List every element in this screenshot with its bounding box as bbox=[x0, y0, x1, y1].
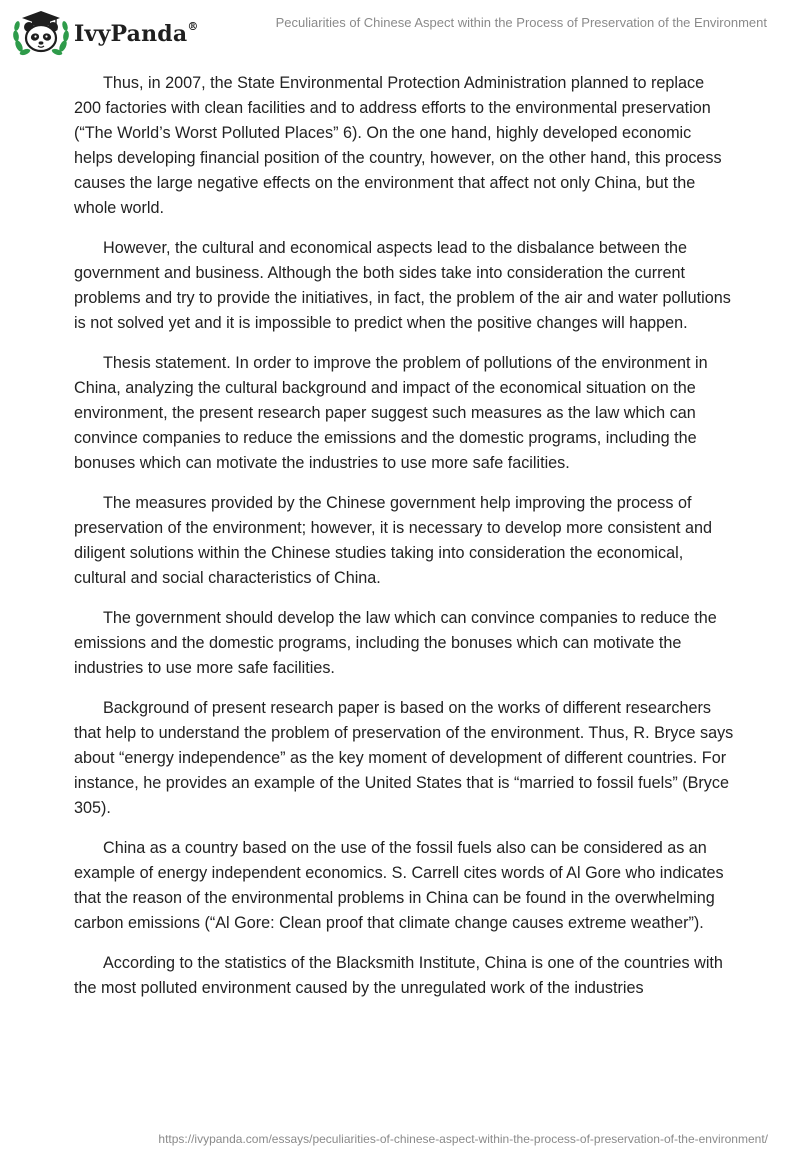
paragraph: China as a country based on the use of the fossil fuels also can be considered as an example of energy independent economics. S. Carrell cites words of Al Gore who indicates that the reason of the environmental problems in China can be found in the overwhelming carbon emissions (“Al Gore: Clean proof that climate change causes extreme weather”). bbox=[74, 839, 724, 932]
paragraph: Thus, in 2007, the State Environmental Protection Administration planned to replace 200 factories with clean facilities and to address efforts to the environmental preservation (“The World’s Worst Polluted Places” 6). On the one hand, highly developed economic helps developing financial position of the country, however, on the other hand, this process causes the large negative effects on the environment that affect not only China, but the whole world. bbox=[74, 74, 722, 217]
brand-name bbox=[74, 21, 199, 47]
essay-body bbox=[74, 71, 734, 1016]
ivypanda-logo[interactable] bbox=[10, 6, 199, 58]
paragraph: The measures provided by the Chinese government help improving the process of preservation of the environment; however, it is necessary to develop more consistent and diligent solutions within the Chinese studies taking into consideration the economical, cultural and social characteristics of China. bbox=[74, 494, 712, 587]
running-title: Peculiarities of Chinese Aspect within the Process of Preservation of the Environment bbox=[275, 15, 767, 30]
paragraph: Background of present research paper is based on the works of different researchers that help to understand the problem of preservation of the environment. Thus, R. Bryce says about “energy independence” as the key moment of development of different countries. For instance, he provides an example of the United States that is “married to fossil fuels” (Bryce 305). bbox=[74, 699, 734, 817]
source-url[interactable]: https://ivypanda.com/essays/peculiarities-of-chinese-aspect-within-the-process-of-preservation-of-the-environment/ bbox=[158, 1132, 768, 1146]
paragraph: The government should develop the law which can convince companies to reduce the emissions and the domestic programs, including the bonuses which can motivate the industries to use more safe facilities. bbox=[74, 609, 717, 677]
page-header bbox=[0, 0, 800, 60]
registered-mark: ® bbox=[187, 19, 199, 33]
brand-name-text: IvyPanda bbox=[74, 21, 188, 47]
paragraph: Thesis statement. In order to improve the problem of pollutions of the environment in China, analyzing the cultural background and impact of the economical situation on the environment, the present research paper suggest such measures as the law which can convince companies to reduce the emissions and the domestic programs, including the bonuses which can motivate the industries to use more safe facilities. bbox=[74, 354, 708, 472]
paragraph: According to the statistics of the Blacksmith Institute, China is one of the countries with the most polluted environment caused by the unregulated work of the industries bbox=[74, 954, 723, 997]
paragraph: However, the cultural and economical aspects lead to the disbalance between the government and business. Although the both sides take into consideration the current problems and try to provide the initiatives, in fact, the problem of the air and water pollutions is not solved yet and it is impossible to predict when the positive changes will happen. bbox=[74, 239, 731, 332]
panda-graduate-icon bbox=[10, 6, 72, 58]
